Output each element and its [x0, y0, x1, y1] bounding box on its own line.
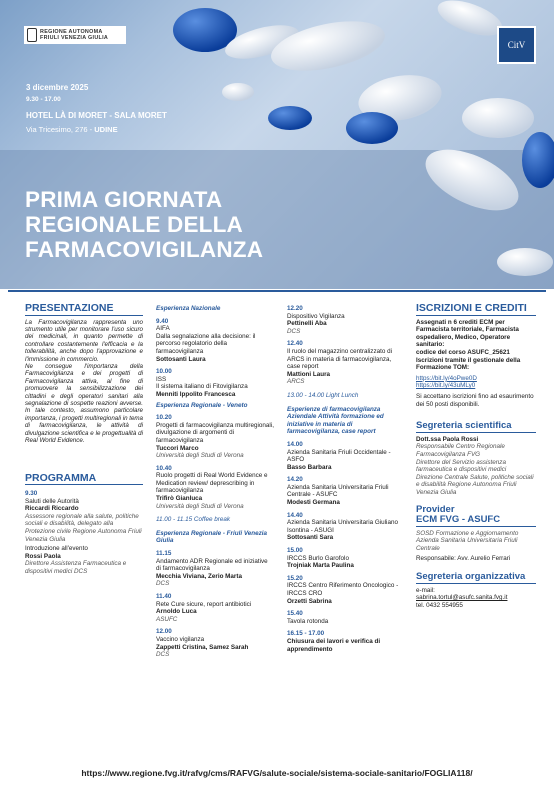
event-address — [26, 125, 118, 134]
item-title: IRCCS Burlo Garofolo — [287, 554, 349, 562]
presentazione-para-2: Ne consegue l'importanza della Farmacovigilanza e dei progetti di Farmacovigilanza attiva, al fine di promuovere la sensibilizzazione dei cittadini e degli operatori sanitari alla segnalazione di sospette reazioni avverse. In tale contesto, assumono particolare importanza, i progetti multiregionali in tema di farmacovigilanza, le attività di divulgazione scientifica e le progettualità di Real World Evidence. — [25, 363, 143, 445]
item-title: Azienda Sanitaria Universitaria Friuli Centrale - ASUFC — [287, 483, 389, 499]
item-affiliation: DCS — [156, 651, 170, 659]
item-speaker: Trojniak Marta Paulina — [287, 562, 354, 570]
logo-line-1: REGIONE AUTONOMA — [40, 29, 103, 35]
item-affiliation: ARCS — [287, 378, 305, 386]
programma-item — [287, 610, 405, 625]
item-org: ISS — [156, 375, 167, 383]
item-title: Il sistema italiano di Fitovigilanza — [156, 383, 248, 391]
item-speaker: Tuccori Marco — [156, 444, 199, 452]
item-time: 10.40 — [156, 464, 172, 472]
item-time: 15.00 — [287, 547, 303, 555]
item-title: Azienda Sanitaria Friuli Occidentale - ASFO — [287, 448, 391, 464]
item-speaker: Riccardi Riccardo — [25, 505, 79, 513]
item-title: Chiusura dei lavori e verifica di apprendimento — [287, 637, 381, 653]
event-venue: HOTEL LÀ DI MORET - SALA MORET — [26, 111, 167, 120]
programma-item — [287, 476, 405, 506]
item-title: Dispositivo Vigilanza — [287, 312, 345, 320]
title-line-1: PRIMA GIORNATA — [25, 187, 223, 212]
event-time: 9.30 - 17.00 — [26, 96, 61, 103]
item-title: Tavola rotonda — [287, 617, 329, 625]
column-programma-2 — [156, 305, 274, 659]
provider-org: Azienda Sanitaria Universitaria Friuli Centrale — [416, 537, 518, 552]
item-affiliation: DCS — [287, 327, 301, 335]
segreteria-organizzativa-heading: Segreteria organizzativa — [416, 573, 536, 584]
iscrizioni-tom: Iscrizioni tramite il gestionale della Formazione TOM: — [416, 356, 521, 372]
item-speaker: Trifirò Gianluca — [156, 495, 203, 503]
programma-item — [156, 414, 274, 460]
programma-item — [25, 490, 143, 543]
segreteria-scientifica-role-3: Direzione Centrale Salute, politiche sociali e disabilità Regione Autonoma Friuli Venezia Giulia — [416, 473, 534, 496]
provider-heading: Provider — [416, 504, 455, 516]
item-time: 11.15 — [156, 550, 172, 558]
item-speaker: Basso Barbara — [287, 463, 332, 471]
item-title: IRCCS Centro Riferimento Oncologico - IRCCS CRO — [287, 582, 399, 597]
item-affiliation: ASUFC — [156, 615, 178, 623]
registration-link-1[interactable]: https://bit.ly/4oPwe0D — [416, 374, 477, 382]
page-title — [25, 187, 263, 262]
programma-item — [156, 628, 274, 658]
item-title: Il ruolo del magazzino centralizzato di ARCS in materia di farmacovigilanza, case report — [287, 347, 393, 371]
item-time: 14.00 — [287, 440, 303, 448]
item-speaker: Menniti Ippolito Francesca — [156, 390, 236, 398]
item-speaker: Sottosanti Sara — [287, 534, 334, 542]
item-time: 11.40 — [156, 593, 172, 600]
programma-item — [287, 340, 405, 386]
programma-item — [156, 550, 274, 588]
iscrizioni-heading: ISCRIZIONI E CREDITI — [416, 305, 536, 316]
provider-subheading: ECM FVG - ASUFC — [416, 516, 536, 527]
item-title: Ruolo progetti di Real World Evidence e Medication review/ deprescribing in farmacovigilanza — [156, 472, 268, 495]
email-link[interactable]: sabrina.tortul@asufc.sanita.fvg.it — [416, 594, 508, 602]
eagle-icon — [27, 28, 37, 42]
item-speaker: Rossi Paola — [25, 552, 61, 560]
iscrizioni-note: Si accettano iscrizioni fino ad esaurimento dei 50 posti disponibili. — [416, 392, 534, 408]
programma-item — [287, 305, 405, 335]
item-title: Dalla segnalazione alla decisione: il percorso regolatorio della farmacovigilanza — [156, 332, 256, 355]
item-title: Andamento ADR Regionale ed iniziative di farmacovigilanza — [156, 557, 268, 573]
item-org: AIFA — [156, 325, 170, 333]
programma-item — [287, 512, 405, 542]
presentazione-heading: PRESENTAZIONE — [25, 305, 143, 316]
column-info — [416, 302, 536, 609]
segreteria-scientifica-role-1: Responsabile Centro Regionale Farmacovigilanza FVG — [416, 443, 505, 458]
programma-item — [156, 368, 274, 398]
region-logo — [24, 26, 126, 44]
programma-item — [156, 465, 274, 511]
provider-responsabile: Responsabile: Avv. Aurelio Ferrari — [416, 555, 511, 563]
item-title: Azienda Sanitaria Universitaria Giuliano Isontina - ASUGI — [287, 519, 398, 534]
item-affiliation: DCS — [156, 580, 170, 588]
item-speaker: Sottosanti Laura — [156, 355, 206, 363]
item-role: Direttore Assistenza Farmaceutica e dispositivi medici DCS — [25, 560, 127, 576]
presentazione-para-1: La Farmacovigilanza rappresenta uno strumento utile per monitorare l'uso sicuro dei medicinali, in quanto permette di controllare costantemente l'efficacia e la tollerabilità, anche dopo l'approvazione e l'immissione in commercio. — [25, 318, 143, 363]
item-affiliation: Università degli Studi di Verona — [156, 452, 244, 460]
item-time: 10.00 — [156, 368, 172, 376]
item-time: 9.30 — [25, 490, 38, 498]
address-city: UDINE — [94, 125, 118, 134]
programma-item — [25, 545, 143, 575]
item-speaker: Mecchia Viviana, Zerio Marta — [156, 572, 242, 580]
section-heading: Esperienza Nazionale — [156, 305, 221, 312]
programma-item — [287, 630, 405, 653]
hero-banner — [0, 0, 554, 289]
lunch-break: 13.00 - 14.00 Light Lunch — [287, 391, 359, 399]
section-heading: Esperienze di farmacovigilanza Aziendale Attività formazione ed iniziative in materia di farmacovigilanza, case report — [287, 405, 384, 436]
logo-line-2: FRIULI VENEZIA GIULIA — [40, 35, 109, 41]
item-time: 12.00 — [156, 628, 172, 636]
column-programma-3 — [287, 305, 405, 653]
programma-item — [287, 441, 405, 471]
item-speaker: Pettinelli Aba — [287, 320, 327, 328]
registration-link-2[interactable]: https://bit.ly/43uMLy0 — [416, 382, 476, 390]
item-time: 9.40 — [156, 317, 169, 325]
coffee-break: 11.00 - 11.15 Coffee break — [156, 516, 230, 524]
title-line-3: FARMACOVIGILANZA — [25, 237, 264, 262]
programma-item — [287, 547, 405, 570]
segreteria-scientifica-heading: Segreteria scientifica — [416, 422, 536, 433]
section-heading: Esperienza Regionale - Friuli Venezia Giulia — [156, 529, 268, 545]
item-title: Introduzione all'evento — [25, 545, 88, 553]
event-date: 3 dicembre 2025 — [26, 83, 89, 92]
item-speaker: Arnoldo Luca — [156, 608, 197, 616]
footer-url[interactable]: https://www.regione.fvg.it/rafvg/cms/RAFVG/salute-sociale/sistema-sociale-sanitario/FOGLIA118/ — [81, 768, 473, 778]
item-title: Vaccino vigilanza — [156, 635, 205, 643]
item-speaker: Zappetti Cristina, Samez Sarah — [156, 643, 249, 651]
item-time: 14.40 — [287, 511, 303, 519]
item-speaker: Mattioni Laura — [287, 370, 331, 378]
section-heading: Esperienza Regionale - Veneto — [156, 401, 248, 409]
programma-item — [156, 318, 274, 364]
item-title: Saluti delle Autorità — [25, 497, 79, 505]
item-title: Rete Cure sicure, report antibiotici — [156, 600, 252, 608]
telephone: tel. 0432 554955 — [416, 601, 463, 609]
segreteria-scientifica-role-2: Direttore del Servizio assistenza farmaceutica e dispositivi medici — [416, 458, 507, 474]
arcs-logo — [497, 26, 536, 64]
item-time: 15.40 — [287, 610, 303, 618]
programma-item — [156, 593, 274, 623]
item-affiliation: Università degli Studi di Verona — [156, 502, 244, 510]
column-presentazione — [25, 302, 143, 576]
iscrizioni-credits: Assegnati n 6 crediti ECM per Farmacista territoriale, Farmacista ospedaliero, Medico, Operatore sanitario: — [416, 318, 519, 349]
item-title: Progetti di farmacovigilanza multiregionali, divulgazione di argomenti di farmacovigilanza — [156, 421, 274, 444]
item-role: Assessore regionale alla salute, politiche sociali e disabilità, delegato alla Protezione civile Regione Autonoma Friuli Venezia Giulia — [25, 512, 142, 543]
course-code: codice del corso ASUFC_25621 — [416, 348, 510, 356]
item-time: 14.20 — [287, 476, 303, 484]
email-label: e-mail: — [416, 586, 435, 594]
arcs-logo-text: CitV — [507, 40, 526, 50]
segreteria-scientifica-name: Dott.ssa Paola Rossi — [416, 435, 479, 443]
item-time: 10.20 — [156, 414, 172, 422]
title-line-2: REGIONALE DELLA — [25, 212, 244, 237]
programma-item — [287, 575, 405, 605]
address-street: Via Tricesimo, 276 - — [26, 125, 95, 134]
item-time: 15.20 — [287, 574, 303, 582]
programma-heading: PROGRAMMA — [25, 475, 143, 486]
item-speaker: Modesti Germana — [287, 499, 340, 507]
item-time: 12.40 — [287, 340, 303, 348]
item-speaker: Orzetti Sabrina — [287, 597, 332, 605]
item-time: 12.20 — [287, 305, 303, 312]
item-time: 16.15 - 17.00 — [287, 630, 325, 638]
provider-unit: SOSD Formazione e Aggiornamento — [416, 529, 519, 537]
